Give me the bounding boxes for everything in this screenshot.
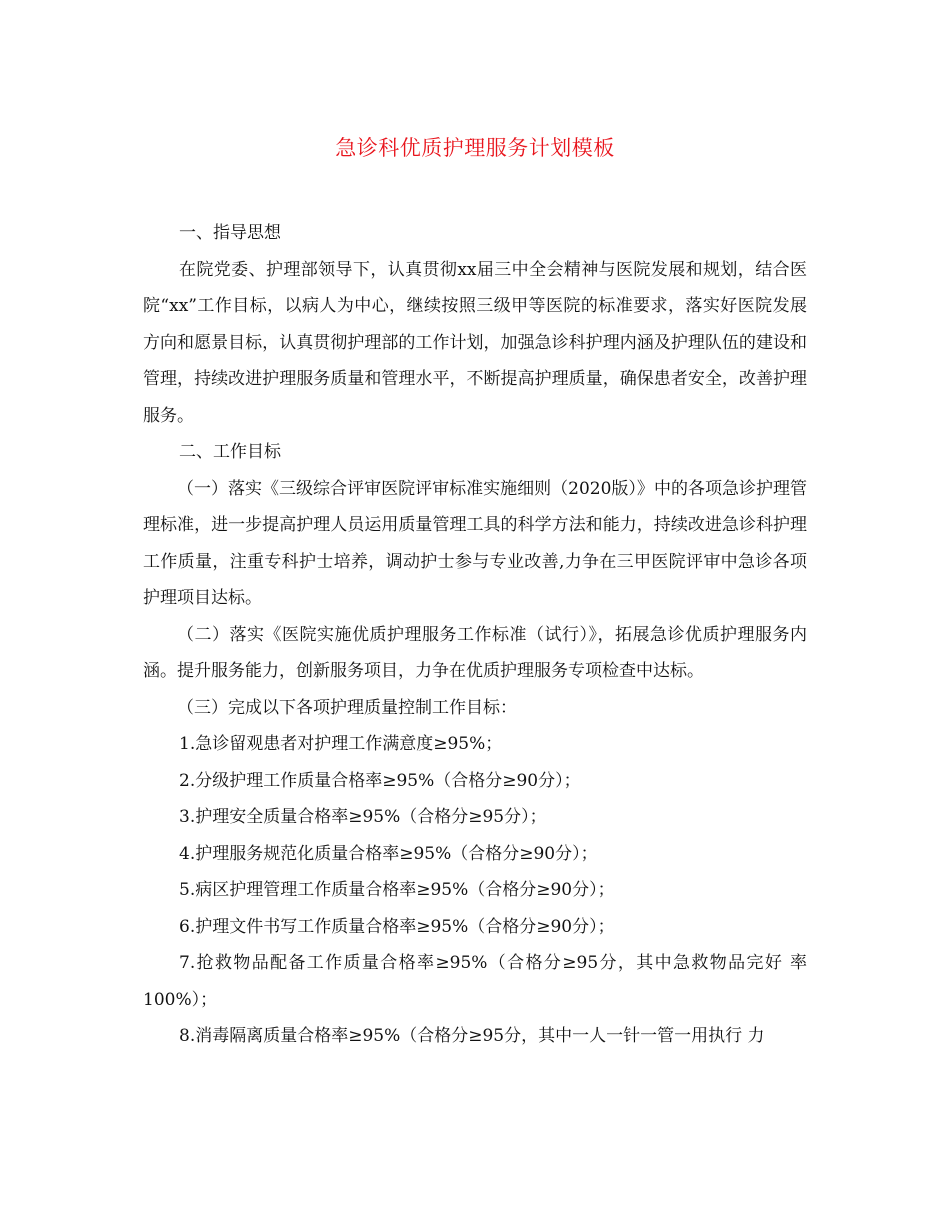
section-heading-work-goals: 二、工作目标 — [179, 442, 281, 462]
list-item: 8.消毒隔离质量合格率≥95%（合格分≥95分，其中一人一针一管一用执行 力 — [179, 1026, 765, 1046]
list-item: 7.抢救物品配备工作质量合格率≥95%（合格分≥95分，其中急救物品完好 率100%）； — [143, 953, 807, 1010]
list-item: 4.护理服务规范化质量合格率≥95%（合格分≥90分）； — [179, 843, 598, 864]
paragraph-goal-2: （二）落实《医院实施优质护理服务工作标准（试行）》，拓展急诊优质护理服务内涵。提升服务能力，创新服务项目，力争在优质护理服务专项检查中达标。 — [143, 624, 807, 681]
list-item: 2.分级护理工作质量合格率≥95%（合格分≥90分）； — [179, 770, 581, 791]
list-item: 1.急诊留观患者对护理工作满意度≥95%； — [179, 734, 503, 754]
paragraph-goal-3: （三）完成以下各项护理质量控制工作目标： — [177, 697, 517, 718]
document-title: 急诊科优质护理服务计划模板 — [335, 136, 615, 160]
paragraph-guiding-ideology: 在院党委、护理部领导下，认真贯彻xx届三中全会精神与医院发展和规划，结合医院“xx”工作目标，以病人为中心，继续按照三级甲等医院的标准要求，落实好医院发展方向和愿景目标，认真贯彻护理部的工作计划，加强急诊科护理内涵及护理队伍的建设和管理，持续改进护理服务质量和管理水平，不断提高护理质量，确保患者安全，改善护理服务。 — [143, 259, 807, 426]
section-heading-guiding-ideology: 一、指导思想 — [179, 223, 281, 243]
list-item: 5.病区护理管理工作质量合格率≥95%（合格分≥90分）； — [179, 880, 615, 900]
list-item: 6.护理文件书写工作质量合格率≥95%（合格分≥90分）； — [179, 916, 615, 937]
list-item: 3.护理安全质量合格率≥95%（合格分≥95分）； — [179, 807, 547, 827]
paragraph-goal-1: （一）落实《三级综合评审医院评审标准实施细则（2020版）》中的各项急诊护理管理标准，进一步提高护理人员运用质量管理工具的科学方法和能力，持续改进急诊科护理工作质量，注重专科护士培养，调动护士参与专业改善,力争在三甲医院评审中急诊各项护理项目达标。 — [143, 478, 807, 608]
document-body — [143, 215, 807, 1055]
